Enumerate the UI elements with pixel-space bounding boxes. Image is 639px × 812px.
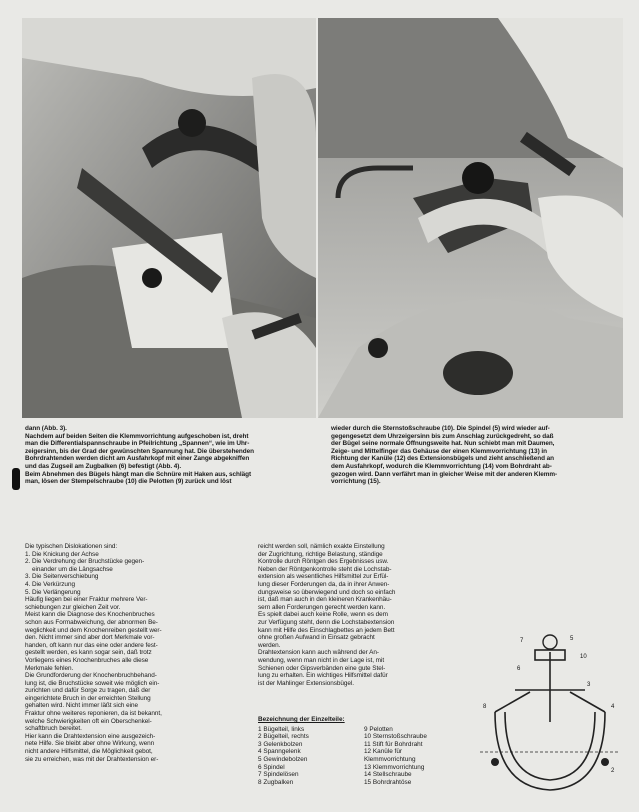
body-line: extension als wesentliches Hilfsmittel zur Erfül- (258, 573, 389, 581)
body-line: gehalten wird. Nicht immer läßt sich eine (25, 702, 139, 710)
body-line: sie zu erreichen, was mit der Drahtextension er- (25, 755, 159, 763)
body-text-middle-column (258, 543, 470, 687)
body-line: reicht werden soll, nämlich exakte Einstellung (258, 543, 385, 550)
caption-right (331, 425, 623, 486)
body-line: Die typischen Dislokationen sind: (25, 543, 118, 550)
diagram-label: 6 (517, 666, 521, 672)
body-line: Kontrolle durch Röntgen des Ergebnisses usw. (258, 558, 389, 566)
body-line: Hier kann die Drahtextension eine ausgezeich- (25, 732, 156, 740)
legend-item: 9 Pelotten (364, 725, 393, 733)
body-line: 1. Die Knickung der Achse (25, 550, 99, 558)
caption-line: man, lösen der Stempelschraube (10) die Pelotten (9) zurück und löst (25, 478, 232, 486)
caption-line: der Bügel seine normale Öffnungsweite hat. Nun schiebt man mit Daumen, (331, 440, 555, 448)
caption-line: zeigersinn, bis der Grad der gewünschten Spannung hat. Die überstehenden (25, 447, 254, 455)
legend-item: 6 Spindel (258, 763, 285, 771)
body-line: weglichkeit und dem Knochenreiben gestellt wer- (25, 626, 162, 634)
legend-item: 1 Bügelteil, links (258, 725, 305, 733)
legend-item: 15 Bohrdrahtöse (364, 778, 412, 786)
diagram-label: 4 (611, 704, 615, 710)
body-line: zur Verfügung steht, denn die Lochstabextension (258, 618, 395, 626)
diagram-label: 7 (520, 638, 524, 644)
legend-heading: Bezeichnung der Einzelteile: (258, 716, 345, 723)
legend-item: 5 Gewindebolzen (258, 755, 308, 763)
body-line: zurichten und dafür Sorge zu tragen, daß der (25, 687, 151, 695)
caption-line: und das Zugseil am Zugbalken (6) befestigt (Abb. 4). (25, 462, 182, 470)
caption-line: Beim Abnehmen des Bügels hängt man die Schnüre mit Haken aus, schlägt (25, 470, 252, 478)
legend-column-right (364, 726, 470, 787)
legend-item: 8 Zugbalken (258, 778, 294, 786)
photo-right-extension-bow (318, 18, 623, 418)
body-line: kann mit Hilfe des Einschlagbettes an jedem Bett (258, 626, 395, 634)
legend-item: 3 Gelenkbolzen (258, 740, 303, 748)
caption-line: vorrichtung (15). (331, 478, 381, 486)
photo-right-image (318, 18, 623, 418)
margin-binding-mark (12, 468, 20, 490)
body-line: welche Schwierigkeiten oft ein Oberschenkel- (25, 717, 152, 725)
body-line: der Zugrichtung, richtige Belastung, ständige (258, 550, 383, 558)
legend-item: Klemmvorrichtung (364, 755, 416, 763)
body-line: lung zu erhalten. Ein wichtiges Hilfsmittel dafür (258, 672, 388, 680)
body-line: 3. Die Seitenverschiebung (25, 573, 99, 581)
caption-line: man die Differentialspannschraube in Pfeilrichtung „Spannen“, wie im Uhr- (25, 440, 250, 448)
body-line: 2. Die Verdrehung der Bruchstücke gegen- (25, 558, 145, 566)
caption-line: wieder durch die Sternstoßschraube (10). Die Spindel (5) wird wieder auf- (331, 425, 550, 432)
diagram-drawing (475, 612, 625, 807)
body-line: Meist kann die Diagnose des Knochenbruches (25, 611, 155, 619)
body-line: Merkmale fehlen. (25, 664, 74, 672)
diagram-label: 5 (570, 636, 574, 642)
diagram-label: 2 (611, 768, 615, 774)
legend-item: 13 Klemmvorrichtung (364, 763, 425, 771)
body-line: den. Nicht immer sind aber dort Merkmale vor- (25, 634, 155, 642)
diagram-label: 3 (587, 682, 591, 688)
body-line: eingerichtete Bruch in der erreichten Stellung (25, 694, 151, 702)
body-line: Vorliegens eines Knochenbruches alle diese (25, 656, 149, 664)
diagram-label: 10 (580, 654, 587, 660)
body-line: Fraktur ohne weiteres reponieren, da ist bekannt, (25, 710, 162, 718)
body-line: Es spielt dabei auch keine Rolle, wenn es dem (258, 611, 388, 619)
legend-item: 14 Stellschraube (364, 771, 412, 779)
caption-left (25, 425, 317, 486)
caption-line: dem Ausfahrkopf, wodurch die Klemmvorrichtung (14) vom Bohrdraht ab- (331, 462, 552, 470)
body-line: einander um die Längsachse (32, 565, 113, 573)
caption-line: gezogen wird. Dann verfährt man in gleicher Weise mit der anderen Klemm- (331, 470, 558, 478)
legend-item: 10 Sternstoßschraube (364, 733, 427, 741)
body-line: lung ist, die Bruchstücke soweit wie möglich ein- (25, 679, 160, 687)
body-line: 4. Die Verkürzung (25, 580, 75, 588)
caption-line: Richtung der Kanüle (12) des Extensionsbügels und zieht anschließend an (331, 455, 555, 463)
body-line: Die Grundforderung der Knochenbruchbehand- (25, 672, 157, 680)
body-line: schiebungen zur gleichen Zeit vor. (25, 603, 121, 611)
body-line: wendung, wenn man nicht in der Lage ist, mit (258, 656, 385, 664)
photo-left-extension-bow (22, 18, 316, 418)
body-line: nete Hilfe. Sie bleibt aber ohne Wirkung, wenn (25, 740, 155, 748)
body-line: ist der Mahlinger Extensionsbügel. (258, 679, 354, 687)
body-line: nicht andere Hilfsmittel, die Möglichkeit gebot, (25, 748, 153, 756)
body-line: lung dieser Forderungen da, da in ihrer Anwen- (258, 580, 390, 588)
caption-line: Bohrdrahtenden werden dicht am Ausfahrkopf mit einer Zange abgekniffen (25, 455, 250, 463)
body-line: Schienen oder Gipsverbänden eine gute Stel- (258, 664, 386, 672)
body-line: ohne großen Aufwand in Einsatz gebracht (258, 634, 375, 642)
legend-column-left (258, 726, 364, 787)
body-line: Neben der Röntgenkontrolle steht die Lochstab- (258, 565, 392, 573)
body-text-left-column (25, 543, 245, 763)
caption-line: dann (Abb. 3). (25, 425, 67, 432)
body-line: gestellt werden, es kann sogar sein, daß trotz (25, 649, 152, 657)
legend-item: 7 Spindelösen (258, 771, 299, 779)
diagram-label: 8 (483, 704, 487, 710)
body-line: dungsweise so überwiegend und doch so einfach (258, 588, 396, 596)
body-line: handen, oft kann nur das eine oder andere fest- (25, 641, 158, 649)
legend-item: 12 Kanüle für (364, 748, 403, 756)
body-line: sern allen Forderungen gerecht werden kann. (258, 603, 386, 611)
body-line: Häufig liegen bei einer Fraktur mehrere Ver- (25, 596, 148, 604)
body-line: schaftbruch bereitet. (25, 725, 82, 733)
caption-line: gegengesetzt dem Uhrzeigersinn bis zum Anschlag zurückgedreht, so daß (331, 432, 554, 440)
caption-line: Nachdem auf beiden Seiten die Klemmvorrichtung aufgeschoben ist, dreht (25, 432, 249, 440)
photo-left-image (22, 18, 316, 418)
body-line: ist, daß man auch in den kleineren Krankenhäu- (258, 596, 392, 604)
body-line: werden. (258, 641, 281, 649)
legend-item: 2 Bügelteil, rechts (258, 733, 309, 741)
legend-item: 11 Stift für Bohrdraht (364, 740, 423, 748)
body-line: 5. Die Verlängerung (25, 588, 81, 596)
extension-bow-diagram (475, 612, 625, 807)
body-line: schon aus Formabweichung, der abnormen Be- (25, 618, 158, 626)
body-line: Drahtextension kann auch während der An- (258, 649, 379, 657)
parts-legend (258, 716, 470, 786)
caption-line: Zeige- und Mittelfinger das Gehäuse der einen Klemmvorrichtung (13) in (331, 447, 547, 455)
legend-item: 4 Spanngelenk (258, 748, 301, 756)
